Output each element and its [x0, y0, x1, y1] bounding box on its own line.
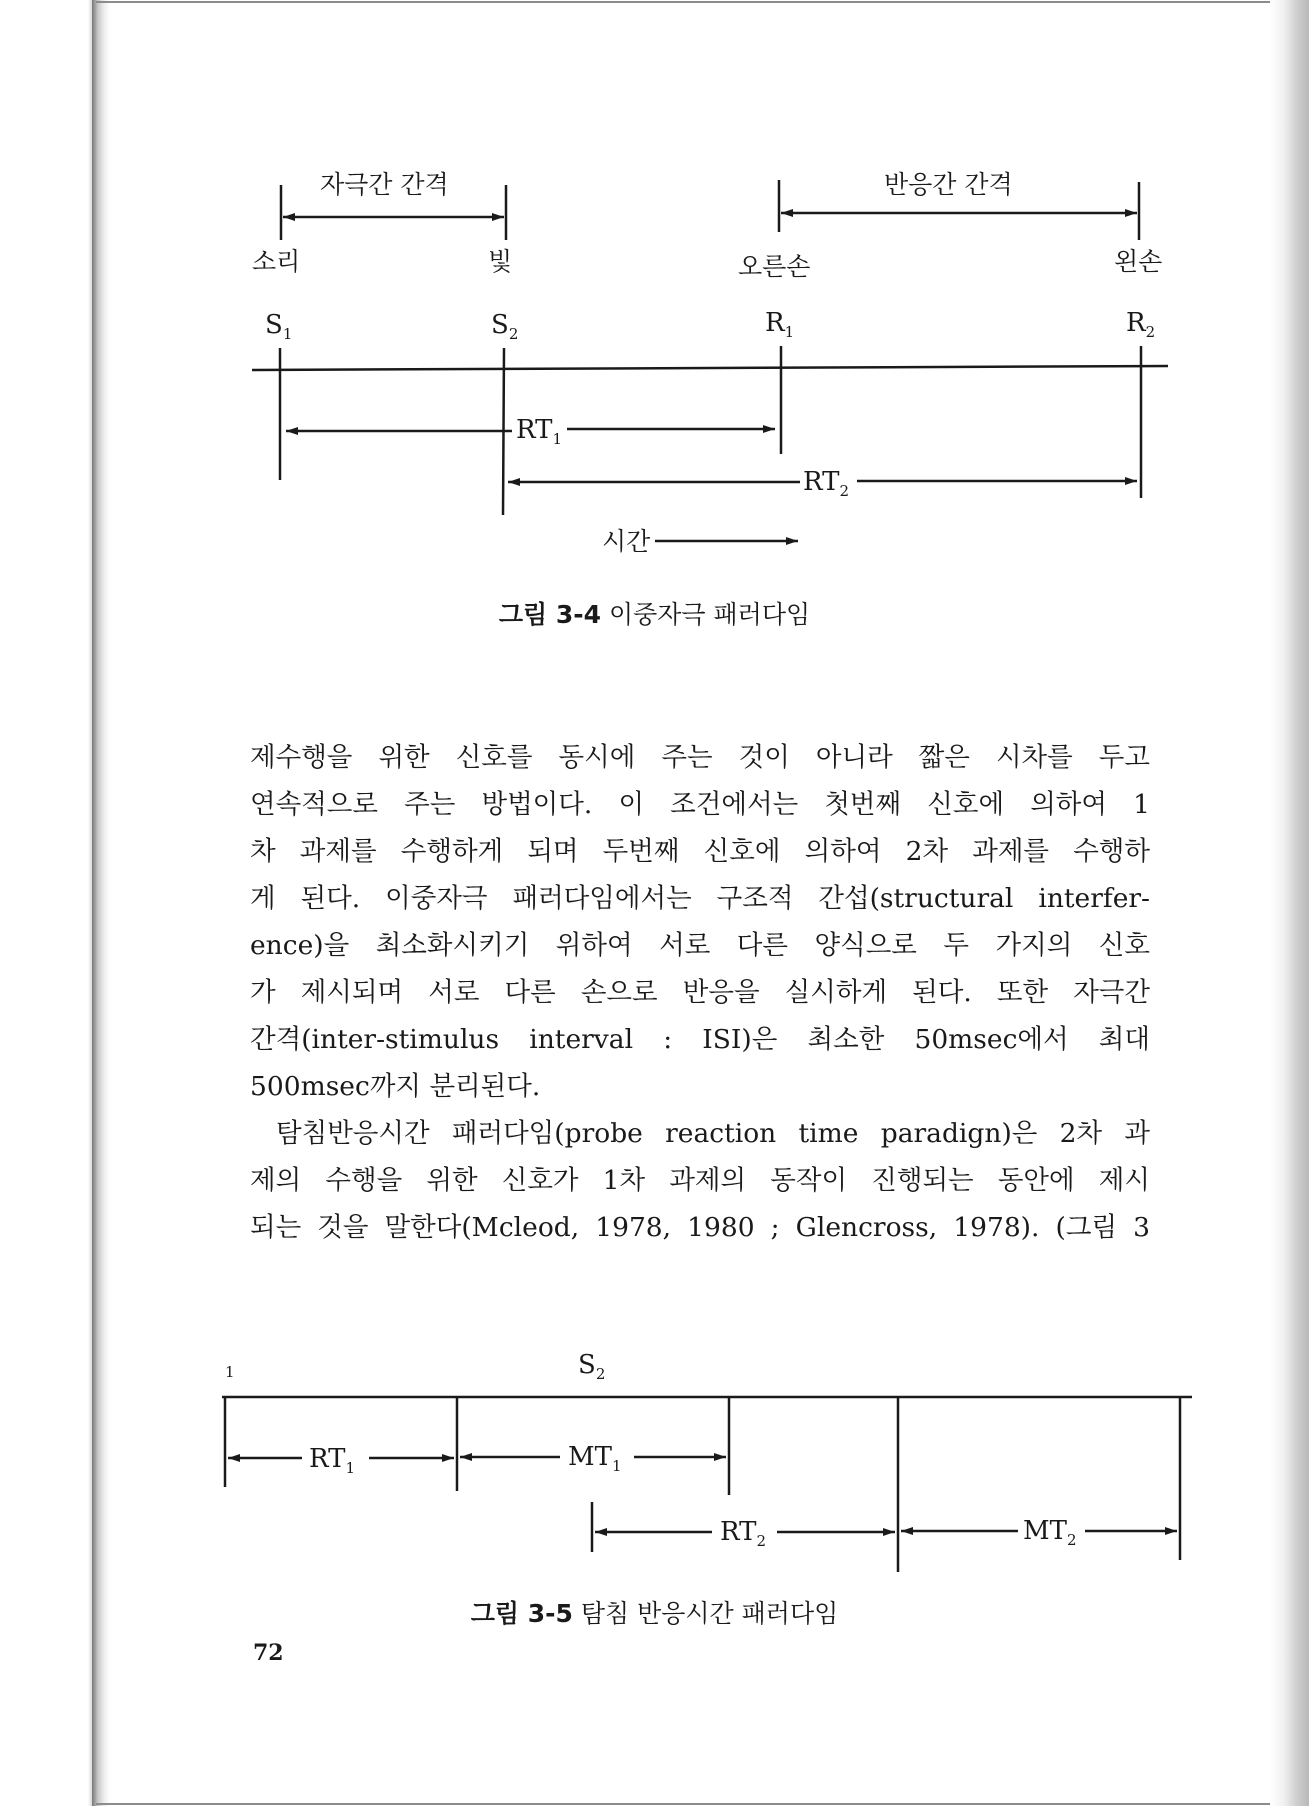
probe-rt2-label: $RT_2$: [720, 1517, 767, 1550]
probe-mt2-label: $MT_2$: [1023, 1516, 1077, 1549]
time-axis: [252, 366, 1168, 370]
body-text: [250, 734, 1150, 1251]
r2-label: $R_2$: [1126, 308, 1156, 341]
body-line-8: 500msec까지 분리된다.: [250, 1071, 541, 1102]
body-line-9: 탐침반응시간 패러다임(probe reaction time paradign)은 2차 과: [276, 1118, 1150, 1149]
figure-3-4-caption-title: 이중자극 패러다임: [608, 600, 811, 629]
sound-label: 소리: [252, 247, 301, 276]
body-line-2: 연속적으로 주는 방법이다. 이 조건에서는 첫번째 신호에 의하여 1: [250, 789, 1150, 820]
figure-3-5-caption-number: 그림 3-5: [470, 1599, 573, 1628]
body-line-7: 간격(inter-stimulus interval : ISI)은 최소한 50msec에서 최대: [250, 1024, 1150, 1055]
body-line-5: ence)을 최소화시키기 위하여 서로 다른 양식으로 두 가지의 신호: [250, 930, 1150, 961]
probe-s1-partial-label: 1: [225, 1363, 235, 1381]
figure-3-4-double-stimulus-diagram: [0, 0, 1309, 560]
body-line-6: 가 제시되며 서로 다른 손으로 반응을 실시하게 된다. 또한 자극간: [250, 977, 1150, 1008]
rt2-label: $RT_2$: [803, 467, 850, 500]
s2-label: $S_2$: [491, 310, 519, 343]
figure-3-4-caption: [0, 595, 1309, 631]
time-label: 시간: [602, 527, 651, 556]
probe-rt1-label: $RT_1$: [309, 1444, 356, 1477]
probe-mt1-label: $MT_1$: [568, 1442, 622, 1475]
r1-label: $R_1$: [765, 308, 795, 341]
figure-3-5-probe-rt-diagram: [0, 1340, 1309, 1600]
body-line-10: 제의 수행을 위한 신호가 1차 과제의 동작이 진행되는 동안에 제시: [250, 1165, 1150, 1196]
left-hand-label: 왼손: [1114, 247, 1163, 276]
figure-3-5-caption-title: 탐침 반응시간 패러다임: [580, 1599, 839, 1628]
figure-3-5-caption: [0, 1594, 1309, 1630]
page-number: 72: [253, 1640, 284, 1666]
page-bottom-border: [96, 1803, 1286, 1805]
body-line-4: 게 된다. 이중자극 패러다임에서는 구조적 간섭(structural interfer-: [250, 883, 1150, 914]
figure-3-4-caption-number: 그림 3-4: [498, 600, 602, 629]
light-label: 빛: [488, 247, 513, 276]
body-line-3: 차 과제를 수행하게 되며 두번째 신호에 의하여 2차 과제를 수행하: [250, 836, 1150, 867]
paragraph-2: [250, 1110, 1150, 1251]
isi-label: 자극간 간격: [320, 170, 449, 199]
probe-s2-label: $S_2$: [578, 1350, 606, 1383]
paragraph-1: [250, 734, 1150, 1110]
iri-label: 반응간 간격: [884, 170, 1013, 199]
rt1-label: $RT_1$: [516, 415, 563, 448]
s1-label: $S_1$: [265, 310, 293, 343]
body-line-11: 되는 것을 말한다(Mcleod, 1978, 1980 ; Glencross, 1978). (그림 3: [250, 1212, 1150, 1243]
body-line-1: 제수행을 위한 신호를 동시에 주는 것이 아니라 짧은 시차를 두고: [250, 742, 1150, 773]
right-hand-label: 오른손: [738, 252, 811, 281]
